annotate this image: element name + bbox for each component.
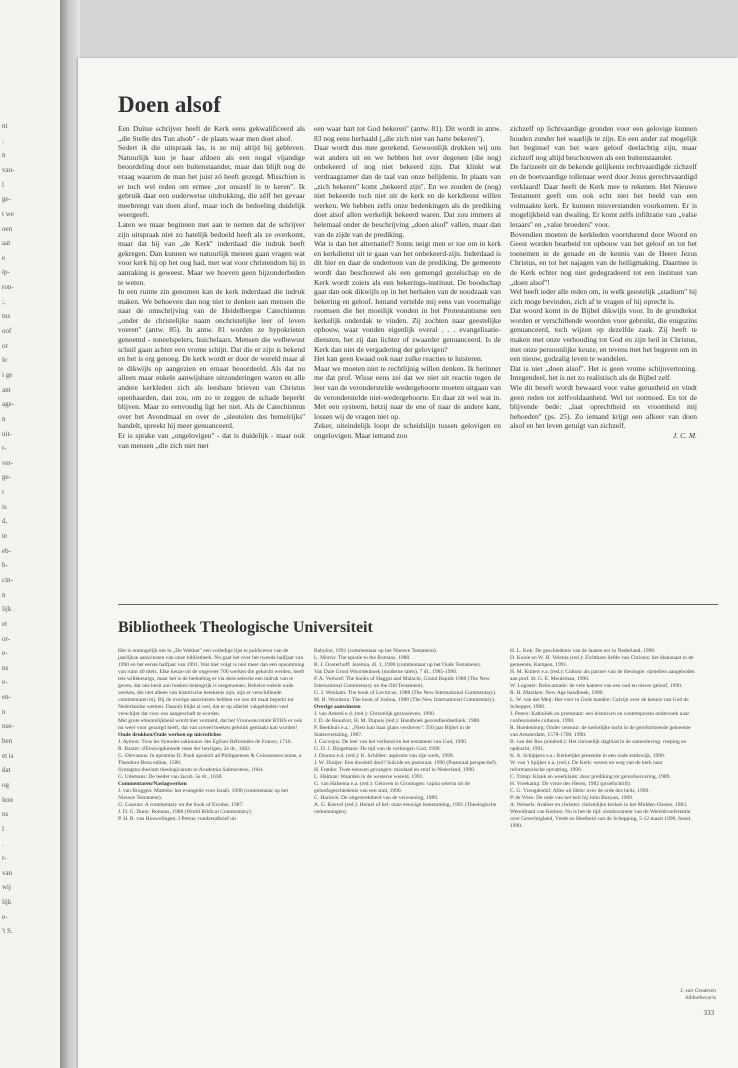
left-margin-fragment: ns — [2, 663, 9, 672]
left-margin-fragment: ver- — [2, 458, 14, 467]
left-margin-fragment: lijk — [2, 605, 12, 614]
list-item: G. van Halsema e.a. (red.): Geloven in Groningen: capita selecta uit de geloofsgeschiedenis van een stad, 1990. — [314, 781, 470, 794]
list-item: Babylon, 1991 (commentaar op het Nieuwe Testament). — [314, 648, 438, 654]
left-margin-fragment: eb- — [2, 546, 11, 555]
list-item: P. H. R. van Houwelingen: I Petrus: rondzendbrief uit — [118, 816, 237, 822]
paragraph: Zeker, uiteindelijk loopt de scheidslijn tussen gelovigen en ongelovigen. Maar iemand zou — [314, 421, 501, 440]
list-heading: Overige aanwinsten — [314, 704, 361, 710]
left-margin-fragment: ns — [2, 810, 9, 819]
left-margin-fragment: ron- — [2, 283, 14, 292]
left-margin-fragment: n — [2, 414, 6, 423]
left-margin-fragment: wij — [2, 883, 11, 892]
list-item: H. M. Kuitert e.a. (red.): Cultuur als partner van de theologie: opstellen aangeboden aan prof. dr. G. E. Meuleman, 1990. — [510, 669, 695, 682]
left-margin-fragment: r- — [2, 444, 7, 453]
article-title: Doen alsof — [118, 92, 221, 117]
list-item: R. Hoedenburg: Onder censuur: de kerkelijke tucht in de gereformeerde gemeente van Amsterdam, 1578-1700, 1990. — [510, 725, 691, 738]
list-item: C. G. Vreugdenhil: Alles uit Hem: over de orde des heils, 1990. — [510, 788, 650, 794]
list-item: A. Wessels: Arabier en christen: christelijke kerken in het Midden-Oosten, 1983. — [510, 802, 688, 808]
left-margin-fragment: . — [2, 839, 4, 848]
list-heading: Oude drukken/Oude werken op microfiches — [118, 732, 222, 738]
list-item: Wereldraad van Kerken: Nu is het de tijd: slotdocument van de Wereldconferentie over Gerechtigheid, Vrede en Heelheid van de Schepping, 5-12 maart 1990, Seoel, 1990. — [510, 809, 692, 829]
left-margin-fragment: en- — [2, 693, 11, 702]
left-margin-fragment: n — [2, 590, 6, 599]
paragraph: zichzelf op lichtvaardige gronden voor een gelovige kunnen houden zonder het waarlijk te zijn. En een ander zal mogelijk het beginsel van het ware geloof deelachtig zijn, maar zichzelf nog altijd beschouwen als een buitenstaander. — [510, 124, 697, 162]
list-item: J. Douma e.d. (red.): K. Schilder: aspecten van zijn werk, 1990. — [314, 753, 455, 759]
left-margin-fragment: og — [2, 780, 9, 789]
left-margin-fragment: ip- — [2, 268, 10, 277]
left-margin-fragment: n — [2, 151, 6, 160]
left-margin-fragment: nt — [2, 122, 8, 130]
paragraph: Dat woord komt in de Bijbel dikwijls voor. In de grondtekst worden er verschillende woorden voor gebruikt, die enigszins genuanceerd, toch wijzen op dezelfde zaak. Zij heeft te maken met onze verhouding tot God en zijn heil in Christus, met onze persoonlijke keuze, en tevens met het begeren om in een nieuw, godzalig leven te wandelen. — [510, 306, 697, 364]
list-item: J. van Amstel e.d. (red.): Christelijk gezinsleven, 1990. — [314, 711, 436, 717]
list-item: W. van 't Spijker e.a. (red.): De Kerk: wezen en weg van de kerk naar reformatorische opvatting, 1990. — [510, 760, 663, 773]
article-column-1 — [118, 124, 305, 450]
page — [78, 58, 738, 1068]
list-item: J. van Bruggen: Matteüs: het evangelie voor Israël, 1990 (commentaar op het Nieuwe Testament). — [118, 788, 288, 801]
list-item: P. A. Verhoef: The books of Haggai and Malachi, Grand Rapids 1988 (The New International Commentary on the Old Testament). — [314, 676, 490, 689]
left-margin-fragment: ge- — [2, 473, 11, 482]
left-margin-fragment: leze — [2, 795, 14, 804]
paragraph: Sedert ik die uitspraak las, is ze mij altijd bij gebleven. Natuurlijk kun je haar afdoen als een nogal vijandige beoordeling door een buitenstaander, maar dan blijft nog de vraag waarom de man het juist zó heeft gezegd. Misschien is er toch wel reden om ermee „tot onszelf in te keren''. Ik gebruik daar een ouderwetse uitdrukking, die zèlf het gevaar meebrengt van doen alsof, maar toch de bedoeling duidelijk weergeeft. — [118, 143, 305, 220]
library-column-2 — [314, 648, 501, 816]
article-column-2 — [314, 124, 501, 441]
left-margin-fragment: oof — [2, 327, 12, 335]
page-gutter — [60, 0, 80, 1068]
article-signature: J. C. M. — [673, 431, 697, 440]
left-margin-fragment: te — [2, 532, 8, 540]
list-item: A. G. Knevel (red.): Hemel of hel: onze eeuwige bestemming, 1991 (Theologische verkenningen). — [314, 802, 497, 815]
list-item: P. de Vries: De orde van het heil bij John Bunyan, 1989. — [510, 795, 634, 801]
left-margin-fragment: ant — [2, 385, 11, 394]
paragraph: Maar we moeten niet te rechtlijnig willen denken. Ik herinner me dat prof. Wisse eens zei dat we niet uit reactie tegen de leer van de veronderstelde wedergeboorte moeten uitgaan van de veronderstelde niet-wedergeboorte. En daar zit wel wat in. Met een systeem, hetzij naar de ene of naar de andere kant, lossen wij de vragen niet op. — [314, 363, 501, 421]
left-margin-fragment: ge- — [2, 195, 11, 204]
paragraph: Daar wordt dus mee gerekend. Gewoonlijk drukken wij ons wat anders uit en we hebben het over degenen (die nog) onbekeerd of nog niet bekeerd zijn. Dat klinkt wat verdraagzamer dan de taal van onze belijdenis. In plaats van „zich bekeren'' komt „bekeerd zijn''. En we zouden de (nog) niet bekeerde toch niet uit de kerk en de kerkdienst willen werken. We hebben zelfs onze bedenkingen als de prediking doet alsof allen werkelijk bekeerd waren. Dat zou immers al helemaal onder de beschrijving „doen alsof'' vallen, maar dan van de zijde van de prediking. — [314, 143, 501, 239]
list-item: Met grote erkentelijkheid wordt hier vermeld, dat het Vrouwencomité BTHS er ook nu weer voor gezorgd heeft, dat van zoveel boeken gebruik gemaakt kan worden! — [118, 718, 303, 731]
list-item: R. Baxter: d'Eeuwigdurende ruste der heyligen, 2e dr., 1682. — [118, 746, 252, 752]
list-item: L. W. van der Meij: Het voer in Gods handen: Calvijn over de kennis van God de Schepper, 1990. — [510, 697, 689, 710]
list-item: J. D. G. Dunn: Romans, 1988 (World Biblical Commentary). — [118, 809, 253, 815]
left-margin-fragment: 't S. — [2, 927, 13, 936]
left-margin-fragment: age- — [2, 400, 15, 409]
left-margin-fragment: van — [2, 868, 13, 877]
left-margin-fragment: e- — [2, 649, 8, 658]
list-item: L. Halman: Waarden in de westerse wereld, 1991. — [314, 774, 424, 780]
left-margin-fragment: h- — [2, 561, 8, 570]
left-margin-fragment: ;. — [2, 297, 6, 306]
list-item: G. Udemans: De leeder van Iacob. 5e dr., 1638. — [118, 774, 223, 780]
left-margin-fragment: i ge — [2, 370, 13, 379]
left-margin-fragment: d, — [2, 517, 8, 526]
list-item: H. L. Kok: De geschiedenis van de laatste eer in Nederland, 1990. — [510, 648, 656, 654]
paragraph: Wat is dan het alternatief? Soms neigt men er toe om in kerk en kerkdienst uit te gaan van het onbekeerd-zijn. Inderdaad is dit hier en daar de ondertoon van de prediking. De gemeente wordt dan beschouwd als een gemengd gezelschap en de Kerk wordt zoiets als een bekerings-instituut. De boodschap gaat dan ook dikwijls op in het herhalen van de noodzaak van bekering en geloof. Iemand vertelde mij eens van voormalige roomsen die het moeilijk vonden in het Protestantisme een kerkelijk onderdak te vinden. Zij zochten naar geestelijke opbouw, waar vonden eigenlijk overal . . . evangelisatie-diensten, het zij dan lichter of zwaarder genuanceerd. Is de Kerk dan niet de vergadering der gelovigen? — [314, 239, 501, 354]
left-margin-fragment: tus — [2, 312, 11, 321]
paragraph: In een ruime zin genomen kan de kerk inderdaad die indruk maken. We behoeven dan nog niet te denken aan mensen die naar de omschrijving van de Heidelbergse Catechismus „onder de christelijke naam onchristelijke leer of leven voeren'' (antw. 85). In antw. 81 worden ze hypokrieten genoemd - toneelspelers, huichelaars. Mensen die welbewust schuil gaan achter een vrome schijn. Dat die er zijn is bekend en het is erg genoeg. De kerk wordt er door de wereld maar al te dikwijls op aangezien en ernaar beoordeeld. Als dat nu alleen maar enkele aanwijsbare uitzonderingen waren en alle andere kerkleden zich als leesbare brieven van Christus openbaarden, dan zou, om zo te zeggen de schade beperkt blijven. Maar zo eenvoudig ligt het niet. Als de Catechismus over het Avondmaal en over de „sleutelen des hemelrijks'' handelt, spreekt hij meer genuanceerd. — [118, 287, 305, 431]
list-item: J. Aymon: Tous les Synodes nationaux des Eglises Réformées de France, 1710. — [118, 739, 292, 745]
library-title: Bibliotheek Theologische Universiteit — [118, 619, 373, 636]
paragraph: Dat is niet „doen alsof''. Het is geen vrome schijnvertoning. Integendeel, het is net zo realistisch als de Bijbel zelf. — [510, 363, 697, 383]
left-margin-fragment: is — [2, 502, 7, 511]
list-item: B. van der Ros (eindred.): Het christelijk dagblad in de samenleving: roeping en opdracht, 1991. — [510, 739, 687, 752]
list-item: H. Vreekamp: De vreze des Heren, 1982 (proefschrift). — [510, 781, 632, 787]
list-item: R. H. Matzken: New Age handboek, 1990. — [510, 690, 604, 696]
left-margin-fragment: e — [2, 253, 6, 262]
left-margin-fragment: or- — [2, 634, 11, 643]
list-item: W. Logister: Reïncarnatie: de vele kamers van een oud en nieuw geloof, 1990. — [510, 683, 683, 689]
left-margin-fragment: r- — [2, 854, 7, 863]
list-item: Syntagma thesium theologicarum in Academia Salmuriensi, 1664. — [118, 767, 264, 773]
paragraph: Het kan geen kwaad ook naar zulke reacties te luisteren. — [314, 354, 483, 364]
list-item: J. W. Draijer: Een doodstil doel? Suïcide en pastoraat, 1990 (Pastoraal perspectief). — [314, 760, 498, 766]
left-margin-fragment: n — [2, 707, 6, 716]
list-item: Het is onmogelijk om in „De Wekker'' een volledige lijst te publiceren van de jaarlijkse aanwinsten van onze bibliotheek. Nu gaat het over het tweede halfjaar van 1990 en het eerste halfjaar van 1991. Wat hier volgt is niet meer dan een opsomming van ruim 40 titels. Elke keuze uit de ongeveer 700 werken die gekocht werden, heeft iets willekeurigs, maar het is de bedoeling er via deze selectie een indruk van te geven, dat ons bezit aan boeken belangrijk is toegenomen. Behalve enkele oude werken, die niet alleen van historische betekenis zijn, zijn er verschillende commentaren bij. Bij de overige aanwinsten hebben we ons dit maal beperkt tot Nederlandse werken. Daaruit blijkt al wel, dat er op allerlei vakgebieden veel verschijnt dat voor ons aangeschaft te worden. — [118, 648, 305, 717]
left-page-margin — [0, 0, 60, 1068]
left-margin-fragment: e- — [2, 678, 8, 687]
paragraph: De farizeeër uit de bekende gelijkenis rechtvaardigde zichzelf en de boetvaardige tollenaar werd door Jezus gerechtvaardigd verklaard! Daar heeft de Kerk mee te rekenen. Het Nieuwe Testament geeft ons ook echt niet het beeld van een volmaakte kerk. Er kunnen misverstanden voorkomen. Er is mogelijkheid van dwaling. Er komt zelfs infiltratie van „valse leraars'' en „valse broeders'' voor. — [510, 162, 697, 229]
list-item: H. Franke: Twee eeuwen gevangen: misdaad en straf in Nederland, 1990. — [314, 767, 476, 773]
list-item: C. Trimp: Klank en weerklank: door prediking tot geloofservaring, 1989. — [510, 774, 671, 780]
left-margin-fragment: e- — [2, 912, 8, 921]
left-margin-fragment: t we — [2, 209, 14, 218]
signature-name: J. van Genderen — [680, 988, 716, 994]
left-margin-fragment: nse- — [2, 722, 14, 731]
paragraph: Een Duitse schrijver heeft de Kerk eens gekwalificeerd als „die Stelle des Tun alsob'' - de plaats waar men doet alsof. — [118, 124, 305, 143]
paragraph: Laten we maar beginnen met aan te nemen dat de schrijver zijn uitspraak niet zo hatelijk bedoeld heeft als ze overkomt, maar dat hij van „de Kerk'' inderdaad die indruk heeft gekregen. Dan kunnen we natuurlijk meteen gaan vragen wat voor kerk hij op het oog had, met wat voor christendom hij in aanraking is geweest. Maar we hoeven geen bijzonderheden te weten. — [118, 219, 305, 287]
list-item: J. Coccejus: De leer van het verbond en het testament van God, 1990. — [314, 739, 468, 745]
list-item: K. A. Schippers e.a.: Kerkelijke presentie in een oude stadswijk, 1990. — [510, 753, 666, 759]
list-item: C. Harinck: De uitgestrektheid van de verzoening, 1989. — [314, 795, 439, 801]
page-number: 333 — [703, 1009, 714, 1017]
list-item: I. D. de Beaufort, H. M. Dupuis (red.): Handboek gezondheidsethiek, 1988. — [314, 718, 481, 724]
left-margin-fragment: aat — [2, 239, 11, 248]
left-margin-fragment: or — [2, 341, 8, 350]
left-margin-fragment: et — [2, 619, 8, 628]
left-margin-fragment: : — [2, 136, 4, 145]
list-item: G. Olevianus: In epistolas D. Pauli apostoli ad Philippenses & Colossenses notae, a Theodoro Beza editae, 1580. — [118, 753, 302, 766]
left-margin-fragment: van- — [2, 165, 15, 174]
list-item: P. Beekhuis e.a.: „Niets kan haar glans verdoven'': 350 jaar Bijbel in de Statenvertaling, 1987. — [314, 725, 471, 738]
list-item: Van Dale Groot Woordenboek (moderne talen), 7 dl., 1985-1990. — [314, 669, 458, 675]
signature-role: bibliothecaris — [685, 995, 716, 1001]
left-margin-fragment: l — [2, 180, 4, 189]
library-column-1 — [118, 648, 305, 823]
paragraph: Er is sprake van „ongelovigen'' - dat is duidelijk - maar ook van mensen „die zich niet met — [118, 431, 305, 450]
left-margin-fragment: uit- — [2, 429, 12, 438]
paragraph: Bovendien moeten de kerkleden voortdurend door Woord en Geest worden bearbeid tot opbouw van het geloof en tot het toenemen in de genade en de kennis van de Heere Jezus Christus, en tot het najagen van de heiligmaking. Daarmee is de Kerk echter nog niet gedegradeerd tot een instituut van „doen alsof''! — [510, 229, 697, 287]
paragraph: een waar hart tot God bekeren'' (antw. 81). Dit wordt in antw. 83 nog eens herhaald („die zich niet van harte bekeren''). — [314, 124, 501, 143]
list-item: U. Cassuto: A commentary on the book of Exodus, 1987. — [118, 802, 244, 808]
list-item: J. Peters: Katholiek en protestant: een historisch en contemporain onderzoek naar confessionele culturen, 1990. — [510, 711, 690, 724]
left-margin-fragment: lijk — [2, 898, 12, 907]
library-signature — [680, 988, 716, 1002]
list-item: M. H. Woudstra: The book of Joshua, 1988 (The New International Commentary). — [314, 697, 496, 703]
left-margin-fragment: r — [2, 488, 5, 497]
section-divider — [118, 604, 718, 605]
list-heading: Commentaren/Naslagwerken — [118, 781, 187, 787]
left-margin-fragment: l — [2, 824, 4, 833]
list-item: G. D. J. Dingemans: De tijd van de verborgen God, 1990. — [314, 746, 441, 752]
list-item: L. Morris: The epistle to the Romans, 1988. — [314, 655, 411, 661]
left-margin-fragment: ben — [2, 737, 13, 745]
left-margin-fragment: et is — [2, 751, 14, 760]
list-item: B. J. Oosterhoff: Jeremia, dl. 1, 1990 (commentaar op het Oude Testament). — [314, 662, 481, 668]
list-item: D. Koole en W. H. Velema (red.): Zichtbare liefde van Christus: het diakonaat in de gemeente, Kampen, 1991. — [510, 655, 694, 668]
article-column-3 — [510, 124, 697, 441]
left-margin-fragment: oen — [2, 224, 13, 233]
paragraph: Wel heeft ieder alle reden om, in welk geestelijk „stadium'' hij zich moge bevinden, zich af te vragen of hij oprecht is. — [510, 287, 697, 306]
paragraph: Wie dit beseft wordt bewaard voor valse gerustheid en vindt geen reden tot zelfvoldaanheid. Wel tot ootmoed. En tot de blijvende bede: „laat oprechtheid en vroomheid mij behoeden'' (ps. 25). Zo iemand krijgt een afkeer van doen alsof en het leven getuigt van zichzelf. — [510, 383, 697, 431]
left-margin-fragment: dat — [2, 766, 11, 775]
list-item: G. J. Wenham: The book of Leviticus, 1988 (The New International Commentary). — [314, 690, 497, 696]
library-column-3 — [510, 648, 697, 830]
left-margin-fragment: cin- — [2, 575, 13, 584]
left-margin-fragment: le — [2, 356, 8, 365]
